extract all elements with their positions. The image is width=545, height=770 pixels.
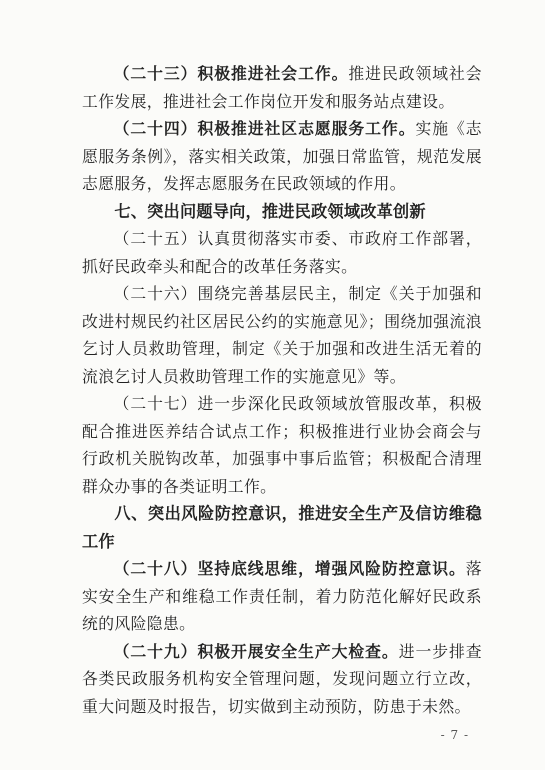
document-body bbox=[82, 60, 482, 720]
paragraph-25 bbox=[82, 225, 482, 280]
paragraph-28 bbox=[82, 555, 482, 638]
paragraph-lead: （二十四）积极推进社区志愿服务工作。 bbox=[113, 119, 416, 138]
paragraph-27 bbox=[82, 390, 482, 500]
paragraph-29 bbox=[82, 638, 482, 721]
section-heading-7: 七、突出问题导向，推进民政领域改革创新 bbox=[114, 201, 426, 221]
paragraph-lead: （二十三）积极推进社会工作。 bbox=[113, 64, 349, 83]
section-heading-8: 八、突出风险防控意识，推进安全生产及信访维稳工作 bbox=[82, 504, 482, 551]
paragraph-lead: （二十八）坚持底线思维，增强风险防控意识。 bbox=[113, 559, 466, 578]
paragraph-text: （二十七）进一步深化民政领域放管服改革，积极配合推进医养结合试点工作；积极推进行业协会商会与行政机关脱钩改革，加强事中事后监管；积极配合清理群众办事的各类证明工作。 bbox=[82, 394, 482, 496]
paragraph-text: 落实安全生产和维稳工作责任制，着力防范化解好民政系统的风险隐患。 bbox=[82, 559, 482, 633]
paragraph-text: 进一步排查各类民政服务机构安全管理问题，发现问题立行立改，重大问题及时报告，切实做到主动预防，防患于未然。 bbox=[82, 641, 482, 716]
paragraph-text: （二十五）认真贯彻落实市委、市政府工作部署，抓好民政牵头和配合的改革任务落实。 bbox=[82, 229, 482, 276]
paragraph-text: （二十六）围绕完善基层民主，制定《关于加强和改进村规民约社区居民公约的实施意见》；围绕加强流浪乞讨人员救助管理，制定《关于加强和改进生活无着的流浪乞讨人员救助管理工作的实施意见》等。 bbox=[82, 284, 482, 386]
paragraph-26 bbox=[82, 280, 482, 390]
paragraph-23 bbox=[82, 60, 482, 115]
paragraph-24 bbox=[82, 115, 482, 198]
paragraph-text: 推进民政领域社会工作发展，推进社会工作岗位开发和服务站点建设。 bbox=[82, 64, 483, 111]
page-number: - 7 - bbox=[440, 728, 469, 742]
paragraph-lead: （二十九）积极开展安全生产大检查。 bbox=[113, 641, 399, 661]
paragraph-text: 实施《志愿服务条例》，落实相关政策，加强日常监管，规范发展志愿服务，发挥志愿服务在民政领域的作用。 bbox=[82, 119, 482, 193]
